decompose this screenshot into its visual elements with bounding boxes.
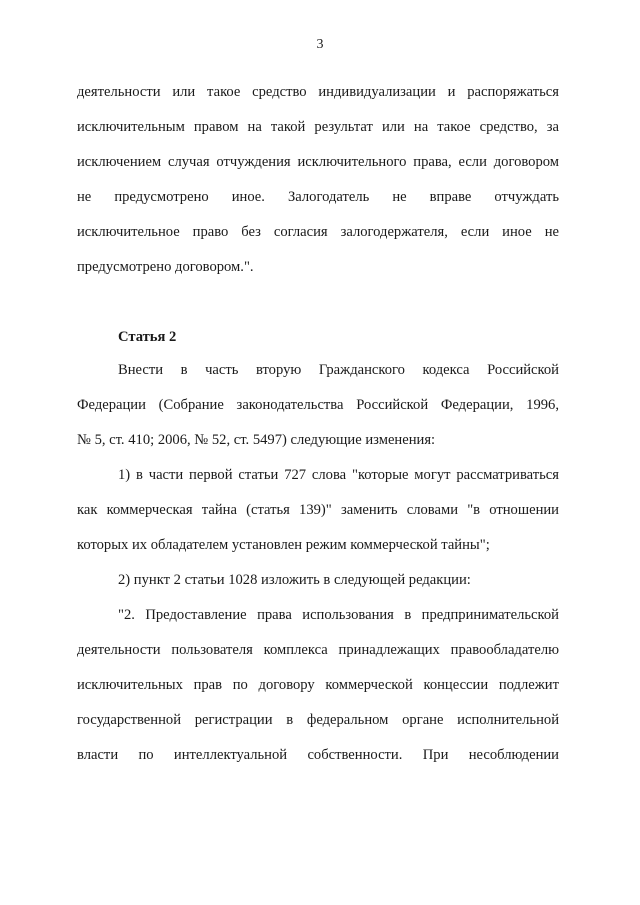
list-item-line: 2) пункт 2 статьи 1028 изложить в следующей редакции: — [118, 572, 471, 588]
text-line: деятельности или такое средство индивидуализации и распоряжаться — [77, 84, 559, 100]
quote-line: власти по интеллектуальной собственности. При несоблюдении — [77, 747, 559, 763]
list-item-line: 1) в части первой статьи 727 слова "которые могут рассматриваться — [118, 467, 559, 483]
list-item-line: как коммерческая тайна (статья 139)" заменить словами "в отношении — [77, 502, 559, 518]
text-line: предусмотрено договором.". — [77, 259, 254, 275]
list-item-line: которых их обладателем установлен режим коммерческой тайны"; — [77, 537, 490, 553]
text-line: не предусмотрено иное. Залогодатель не вправе отчуждать — [77, 189, 559, 205]
text-line: Внести в часть вторую Гражданского кодекса Российской — [118, 362, 559, 378]
quote-line: исключительных прав по договору коммерческой концессии подлежит — [77, 677, 559, 693]
text-line: исключительным правом на такой результат или на такое средство, за — [77, 119, 559, 135]
quote-line: "2. Предоставление права использования в предпринимательской — [118, 607, 559, 623]
article-heading: Статья 2 — [118, 329, 177, 345]
quote-line: деятельности пользователя комплекса принадлежащих правообладателю — [77, 642, 559, 658]
text-line: исключительное право без согласия залогодержателя, если иное не — [77, 224, 559, 240]
page-number: 3 — [316, 37, 324, 52]
text-line: исключением случая отчуждения исключительного права, если договором — [77, 154, 559, 170]
text-line: № 5, ст. 410; 2006, № 52, ст. 5497) следующие изменения: — [77, 432, 436, 448]
quote-line: государственной регистрации в федеральном органе исполнительной — [77, 712, 559, 728]
text-line: Федерации (Собрание законодательства Российской Федерации, 1996, — [77, 397, 559, 413]
